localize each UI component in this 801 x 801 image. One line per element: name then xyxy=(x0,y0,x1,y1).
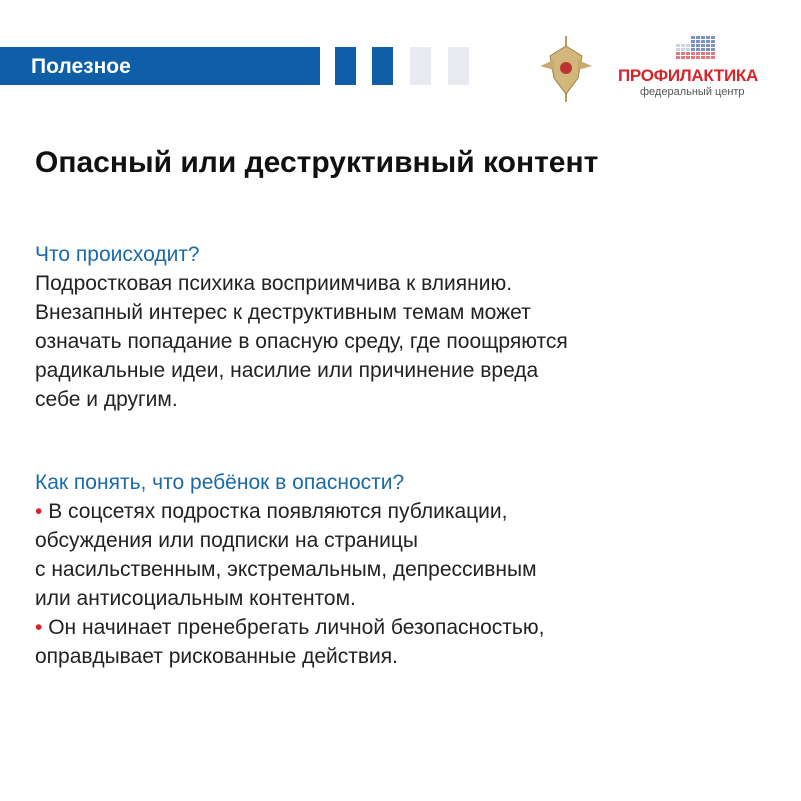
decor-square xyxy=(448,47,469,85)
logo-grid-cell xyxy=(701,52,705,55)
logo-grid-icon xyxy=(676,36,716,62)
logo-grid-cell xyxy=(701,44,705,47)
section-danger-signs xyxy=(35,468,775,671)
body-line: В соцсетях подростка появляются публикации, xyxy=(48,500,508,523)
logo-grid-cell xyxy=(691,48,695,51)
logo-grid-cell xyxy=(681,48,685,51)
logo-grid-cell xyxy=(711,56,715,59)
logo-grid-cell xyxy=(696,48,700,51)
logo-grid-cell xyxy=(701,36,705,39)
header-label: Полезное xyxy=(31,55,131,78)
body-line: радикальные идеи, насилие или причинение вреда xyxy=(35,359,539,382)
logo-grid-cell xyxy=(706,56,710,59)
logo-grid-cell xyxy=(676,48,680,51)
logo-grid-cell xyxy=(691,36,695,39)
emblem-icon xyxy=(538,36,594,102)
logo-grid-cell xyxy=(706,52,710,55)
page-title: Опасный или деструктивный контент xyxy=(35,146,599,179)
body-line: означать попадание в опасную среду, где поощряются xyxy=(35,330,568,353)
decor-square xyxy=(372,47,393,85)
header-bar xyxy=(0,47,320,85)
logo-grid-cell xyxy=(681,52,685,55)
logo-subtitle: федеральный центр xyxy=(640,86,745,98)
section-what-happens xyxy=(35,240,775,414)
body-line: или антисоциальным контентом. xyxy=(35,587,356,610)
logo-grid-cell xyxy=(696,52,700,55)
logo-grid-cell xyxy=(701,40,705,43)
body-line: с насильственным, экстремальным, депрессивным xyxy=(35,558,537,581)
logo-grid-cell xyxy=(691,40,695,43)
logo-grid-cell xyxy=(701,56,705,59)
logo-grid-cell xyxy=(691,44,695,47)
logo-grid-cell xyxy=(706,44,710,47)
logo-grid-cell xyxy=(676,44,680,47)
logo-grid-cell xyxy=(681,56,685,59)
bullet-icon: • xyxy=(35,616,43,639)
logo-grid-cell xyxy=(676,56,680,59)
body-line: Подростковая психика восприимчива к влиянию. xyxy=(35,272,513,295)
logo-grid-cell xyxy=(711,44,715,47)
logo-grid-cell xyxy=(711,36,715,39)
body-line: оправдывает рискованные действия. xyxy=(35,645,398,668)
section-heading: Как понять, что ребёнок в опасности? xyxy=(35,471,405,494)
logo-grid-cell xyxy=(686,48,690,51)
logo-grid-cell xyxy=(711,52,715,55)
logo-grid-cell xyxy=(691,56,695,59)
logo-grid-cell xyxy=(706,48,710,51)
body-line: обсуждения или подписки на страницы xyxy=(35,529,419,552)
body-line: Он начинает пренебрегать личной безопасностью, xyxy=(48,616,545,639)
logo-name: ПРОФИЛАКТИКА xyxy=(618,66,758,85)
logo-grid-cell xyxy=(686,56,690,59)
logo-grid-cell xyxy=(686,44,690,47)
logo-grid-cell xyxy=(676,52,680,55)
logo-grid-cell xyxy=(681,44,685,47)
section-heading: Что происходит? xyxy=(35,243,200,266)
logo-grid-cell xyxy=(696,36,700,39)
logo-grid-cell xyxy=(696,44,700,47)
logo-grid-cell xyxy=(691,52,695,55)
logo-grid-cell xyxy=(696,56,700,59)
decor-square xyxy=(410,47,431,85)
logo-grid-cell xyxy=(706,36,710,39)
body-line: Внезапный интерес к деструктивным темам может xyxy=(35,301,531,324)
logo-grid-cell xyxy=(711,48,715,51)
decor-square xyxy=(335,47,356,85)
logo-grid-cell xyxy=(711,40,715,43)
bullet-icon: • xyxy=(35,500,43,523)
logo-grid-cell xyxy=(706,40,710,43)
logo-grid-cell xyxy=(686,52,690,55)
logo-grid-cell xyxy=(701,48,705,51)
body-line: себе и другим. xyxy=(35,388,178,411)
logo-grid-cell xyxy=(696,40,700,43)
